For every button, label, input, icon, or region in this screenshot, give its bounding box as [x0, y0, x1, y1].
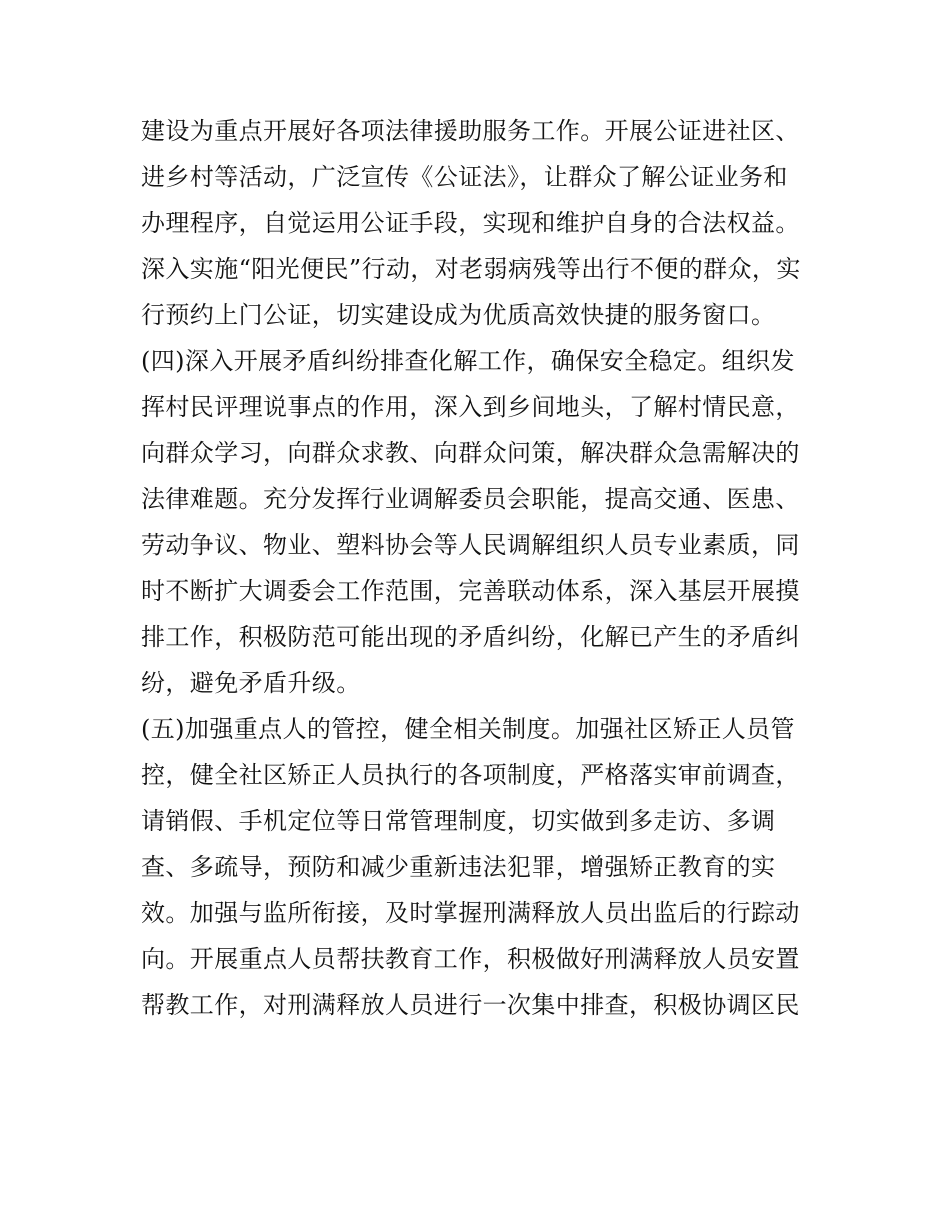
- text-line: 请销假、手机定位等日常管理制度，切实做到多走访、多调: [141, 807, 776, 835]
- text-line: 深入实施“阳光便民”行动，对老弱病残等出行不便的群众，实: [141, 255, 801, 283]
- section-heading-line: (四)深入开展矛盾纠纷排查化解工作，确保安全稳定。组织发: [141, 347, 795, 375]
- text-line: 建设为重点开展好各项法律援助服务工作。开展公证进社区、: [141, 117, 800, 145]
- text-line: 办理程序，自觉运用公证手段，实现和维护自身的合法权益。: [141, 209, 800, 237]
- text-line: 行预约上门公证，切实建设成为优质高效快捷的服务窗口。: [141, 301, 776, 329]
- text-line: 纷，避免矛盾升级。: [141, 669, 361, 697]
- text-line: 效。加强与监所衔接，及时掌握刑满释放人员出监后的行踪动: [141, 899, 800, 927]
- section-heading-line: (五)加强重点人的管控，健全相关制度。加强社区矫正人员管: [141, 715, 795, 743]
- text-line: 劳动争议、物业、塑料协会等人民调解组织人员专业素质，同: [141, 531, 800, 559]
- text-line: 控，健全社区矫正人员执行的各项制度，严格落实审前调查，: [141, 761, 800, 789]
- text-line: 排工作，积极防范可能出现的矛盾纠纷，化解已产生的矛盾纠: [141, 623, 800, 651]
- text-line: 查、多疏导，预防和减少重新违法犯罪，增强矫正教育的实: [141, 853, 776, 881]
- text-line: 法律难题。充分发挥行业调解委员会职能，提高交通、医患、: [141, 485, 800, 513]
- text-line: 帮教工作，对刑满释放人员进行一次集中排查，积极协调区民: [141, 991, 800, 1019]
- text-line: 挥村民评理说事点的作用，深入到乡间地头，了解村情民意，: [141, 393, 800, 421]
- text-line: 时不断扩大调委会工作范围，完善联动体系，深入基层开展摸: [141, 577, 800, 605]
- text-line: 进乡村等活动，广泛宣传《公证法》，让群众了解公证业务和: [141, 163, 788, 191]
- text-line: 向群众学习，向群众求教、向群众问策，解决群众急需解决的: [141, 439, 800, 467]
- body-text: [141, 108, 821, 1028]
- text-line: 向。开展重点人员帮扶教育工作，积极做好刑满释放人员安置: [141, 945, 800, 973]
